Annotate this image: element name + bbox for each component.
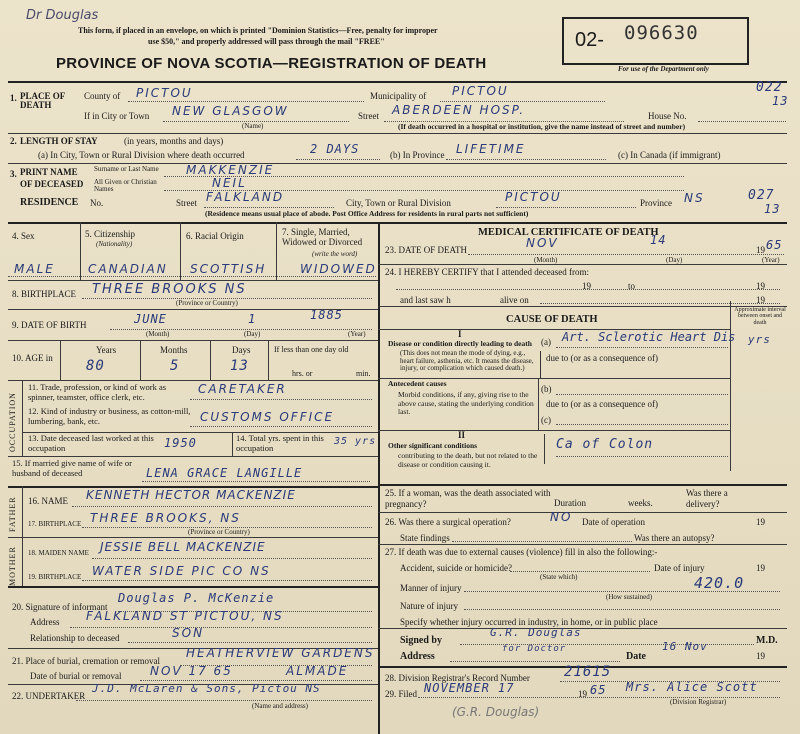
q17-value: THREE BROOKS, NS <box>90 511 241 525</box>
date-injury-19: 19 <box>756 563 765 573</box>
signed-value: G.R. Douglas <box>490 626 582 639</box>
corner-note: Dr Douglas <box>26 8 99 23</box>
registration-number: 096630 <box>624 22 699 44</box>
other-note: contributing to the death, but not related to the disease or condition causing it. <box>398 451 538 469</box>
q17-caption: (Province or Country) <box>188 528 250 536</box>
residence-city: PICTOU <box>505 190 562 204</box>
surname-label: Surname or Last Name <box>94 165 159 173</box>
interval-note: Approximate interval between onset and death <box>734 307 786 326</box>
sex-value: MALE <box>14 262 55 276</box>
medical-date-label: Date <box>626 651 646 662</box>
dept-code-2: 027 <box>748 188 775 203</box>
state-which-caption: (State which) <box>540 573 578 581</box>
age-months: 5 <box>170 358 180 374</box>
q27-label: 27. If death was due to external causes (violence) fill in also the following:- <box>385 547 658 557</box>
hospital-note: (If death occurred in a hospital or institution, give the name instead of street and number) <box>398 122 686 131</box>
cause-a-letter: (a) <box>541 337 551 347</box>
death-month-caption: (Month) <box>534 256 558 264</box>
date-op-19: 19 <box>756 517 765 527</box>
county-value: PICTOU <box>136 86 193 100</box>
other-label: Other significant conditions <box>388 441 478 450</box>
death-day-caption: (Day) <box>666 256 683 264</box>
municipality-label: Municipality of <box>370 91 427 101</box>
name-caption: (Name) <box>242 122 264 130</box>
attended-to: to <box>628 281 636 291</box>
roman-ii: II <box>458 430 466 440</box>
residence-street-label: Street <box>176 198 197 208</box>
alive-on-label: alive on <box>500 295 529 305</box>
residence-no-label: No. <box>90 198 104 208</box>
stay-b-label: (b) In Province <box>390 150 445 160</box>
q24-label: 24. I HEREBY CERTIFY that I attended deceased from: <box>385 267 589 277</box>
birthplace-label: 8. BIRTHPLACE <box>12 289 76 299</box>
attended-19b: 19 <box>756 281 765 291</box>
medical-date-19: 19 <box>756 651 765 661</box>
birthplace-value: THREE BROOKS NS <box>92 282 247 297</box>
citizenship-label: 5. Citizenship <box>85 229 135 239</box>
marital-sub: (write the word) <box>312 250 358 258</box>
q17-label: 17. BIRTHPLACE <box>28 520 82 528</box>
mother-side-label: MOTHER <box>8 546 17 586</box>
manner-label: Manner of injury <box>400 583 462 593</box>
house-label: House No. <box>648 111 687 121</box>
signed-sub: for Doctor <box>502 644 567 654</box>
informant-address-label: Address <box>30 617 60 627</box>
q16-value: KENNETH HECTOR MACKENZIE <box>86 488 296 502</box>
attended-19a: 19 <box>582 281 591 291</box>
delivery-label: Was there a delivery? <box>686 488 728 509</box>
citizenship-sub: (Nationality) <box>96 240 133 248</box>
days-label: Days <box>232 345 251 355</box>
q15-label: 15. If married give name of wife or husband of deceased <box>12 458 132 478</box>
cause-a-interval: yrs <box>748 333 771 346</box>
q26-value: NO <box>550 510 573 524</box>
dept-code-2b: 13 <box>764 202 781 216</box>
cause-title: CAUSE OF DEATH <box>506 314 598 325</box>
q28-value: 21615 <box>564 664 612 680</box>
cause-c-letter: (c) <box>541 415 551 425</box>
q29-label: 29. Filed <box>385 689 418 699</box>
manner-code: 420.0 <box>694 574 745 592</box>
residence-city-label: City, Town or Rural Division <box>346 198 451 208</box>
sec3-label2: OF DECEASED <box>20 179 84 189</box>
dept-code-1: 022 <box>756 80 783 95</box>
residence-label: RESIDENCE <box>20 197 79 208</box>
state-findings: State findings <box>400 533 450 543</box>
date-injury-label: Date of injury <box>654 563 705 573</box>
dob-year-caption: (Year) <box>348 330 366 338</box>
signed-label: Signed by <box>400 635 442 646</box>
stay-b-value: LIFETIME <box>456 142 526 156</box>
q23-label: 23. DATE OF DEATH <box>385 245 467 255</box>
q12-value: CUSTOMS OFFICE <box>200 410 335 424</box>
q29-year: 65 <box>590 683 607 697</box>
min-label: min. <box>356 369 371 378</box>
sec2-num: 2. <box>10 136 17 146</box>
marital-label: 7. Single, Married, Widowed or Divorced <box>282 227 363 247</box>
q21-label: 21. Place of burial, cremation or removal <box>12 656 160 666</box>
disease-label: Disease or condition directly leading to death <box>388 339 532 348</box>
street-label-1: Street <box>358 111 379 121</box>
department-use-note: For use of the Department only <box>618 65 709 73</box>
sec3-label1: PRINT NAME <box>20 167 78 177</box>
residence-province-label: Province <box>640 198 672 208</box>
q14-label: 14. Total yrs. spent in this occupation <box>236 433 324 453</box>
md-label: M.D. <box>756 635 778 646</box>
disease-note: (This does not mean the mode of dying, e.g., heart failure, asthenia, etc. It means the disease, injury, or complication which caused death.) <box>400 349 534 373</box>
medical-title: MEDICAL CERTIFICATE OF DEATH <box>478 227 659 238</box>
dob-year: 1885 <box>310 308 343 322</box>
q25-label: 25. If a woman, was the death associated with pregnancy? <box>385 488 551 509</box>
q18-value: JESSIE BELL MACKENZIE <box>100 540 266 554</box>
medical-date-value: 16 Nov <box>662 640 708 653</box>
dob-month: JUNE <box>134 312 167 326</box>
q28-label: 28. Division Registrar's Record Number <box>385 673 530 683</box>
date-burial-value: NOV 17 65 <box>150 664 233 678</box>
page-title: PROVINCE OF NOVA SCOTIA—REGISTRATION OF DEATH <box>56 55 487 72</box>
dob-label: 9. DATE OF BIRTH <box>12 320 87 330</box>
last-saw-label: and last saw h <box>400 295 451 305</box>
due-to-b: due to (or as a consequence of) <box>546 399 658 409</box>
death-month: NOV <box>526 236 559 250</box>
q13-value: 1950 <box>164 436 197 450</box>
date-burial-value-2: ALMADE <box>286 664 349 678</box>
citizenship-value: CANADIAN <box>88 262 168 276</box>
residence-province: NS <box>684 191 705 205</box>
q12-label: 12. Kind of industry or business, as cotton-mill, lumbering, bank, etc. <box>28 406 191 426</box>
cause-b-letter: (b) <box>541 384 552 394</box>
q22-label: 22. UNDERTAKER <box>12 691 86 701</box>
surname-value: MAKKENZIE <box>186 163 275 177</box>
cause-a-value: Art. Sclerotic Heart Dis <box>562 330 736 344</box>
q13-label: 13. Date deceased last worked at this occupation <box>28 433 154 453</box>
age-years: 80 <box>86 358 105 374</box>
death-year-caption: (Year) <box>762 256 780 264</box>
county-label: County of <box>84 91 121 101</box>
how-sustained-caption: (How sustained) <box>606 593 653 601</box>
sex-label: 4. Sex <box>12 231 35 241</box>
undertaker-caption: (Name and address) <box>252 702 308 710</box>
last-saw-19: 19 <box>756 295 765 305</box>
other-value: Ca of Colon <box>556 437 654 452</box>
under-day-label: If less than one day old <box>274 345 349 354</box>
sec2-sub: (in years, months and days) <box>124 136 224 146</box>
father-side-label: FATHER <box>8 496 17 532</box>
q26-label: 26. Was there a surgical operation? <box>385 517 511 527</box>
q20-value: Douglas P. McKenzie <box>118 591 275 605</box>
stay-a-value: 2 DAYS <box>310 142 360 156</box>
dob-day-caption: (Day) <box>244 330 261 338</box>
q11-label: 11. Trade, profession, or kind of work as spinner, teamster, office clerk, etc. <box>28 382 167 402</box>
duration-label: Duration <box>554 498 586 508</box>
weeks-label: weeks. <box>628 498 653 508</box>
months-label: Months <box>160 345 188 355</box>
city-label: If in City or Town <box>84 111 150 121</box>
given-label: All Given or Christian Names <box>94 178 157 194</box>
municipality-value: PICTOU <box>452 84 509 98</box>
dob-month-caption: (Month) <box>146 330 170 338</box>
q19-label: 19. BIRTHPLACE <box>28 573 82 581</box>
q11-value: CARETAKER <box>198 382 287 396</box>
q19-value: WATER SIDE PIC CO NS <box>92 564 271 578</box>
sec3-num: 3. <box>10 169 17 179</box>
accident-label: Accident, suicide or homicide? <box>400 563 512 573</box>
autopsy-label: Was there an autopsy? <box>634 533 715 543</box>
relationship-value: SON <box>172 626 205 640</box>
dob-day: 1 <box>248 312 257 326</box>
nature-label: Nature of injury <box>400 601 458 611</box>
stay-a-label: (a) In City, Town or Rural Division where death occurred <box>38 150 245 160</box>
specify-label: Specify whether injury occurred in industry, in home, or in public place <box>400 617 658 627</box>
death-year: 65 <box>766 238 783 252</box>
q18-label: 18. MAIDEN NAME <box>28 549 89 557</box>
mail-notice-line1: This form, if placed in an envelope, on which is printed "Dominion Statistics—Free, penalty for improper <box>78 26 438 35</box>
sec1-num: 1. <box>10 93 17 103</box>
death-century: 19 <box>756 245 765 255</box>
death-day: 14 <box>650 233 667 247</box>
marital-value: WIDOWED <box>300 262 377 276</box>
sec1-label: PLACE OF DEATH <box>20 91 65 110</box>
q29-19: 19 <box>578 689 587 699</box>
informant-address: FALKLAND ST PICTOU, NS <box>86 609 284 623</box>
dept-code-1b: 13 <box>772 94 789 108</box>
street-value-1: ABERDEEN HOSP. <box>392 103 526 117</box>
origin-value: SCOTTISH <box>190 262 267 276</box>
date-op-label: Date of operation <box>582 517 645 527</box>
hrs-label: hrs. or <box>292 369 313 378</box>
residence-note: (Residence means usual place of abode. Post Office Address for residents in rural parts not sufficient) <box>205 209 529 218</box>
age-days: 13 <box>230 358 249 374</box>
q15-value: LENA GRACE LANGILLE <box>146 466 303 480</box>
q22-value: J.D. McLaren & Sons, Pictou NS <box>92 682 321 695</box>
age-label: 10. AGE in <box>12 353 53 363</box>
q29-registrar: Mrs. Alice Scott <box>626 680 758 694</box>
city-value: NEW GLASGOW <box>172 104 289 118</box>
given-value: NEIL <box>212 176 247 190</box>
birthplace-caption: (Province or Country) <box>176 299 238 307</box>
origin-label: 6. Racial Origin <box>186 231 244 241</box>
q21-value: HEATHERVIEW GARDENS <box>186 646 375 660</box>
antecedent-label: Antecedent causes <box>388 379 447 388</box>
occupation-side-label: OCCUPATION <box>8 392 17 452</box>
q16-label: 16. NAME <box>28 496 68 506</box>
pencil-note: (G.R. Douglas) <box>452 705 540 719</box>
registration-prefix: 02- <box>575 29 604 51</box>
due-to-a: due to (or as a consequence of) <box>546 353 658 363</box>
mail-notice-line2: use $50," and properly addressed will pass through the mail "FREE" <box>148 37 385 46</box>
sec2-label: LENGTH OF STAY <box>20 136 98 146</box>
q20-label: 20. Signature of informant <box>12 602 108 612</box>
stay-c-label: (c) In Canada (if immigrant) <box>618 150 721 160</box>
residence-street: FALKLAND <box>206 190 285 204</box>
q29-value: NOVEMBER 17 <box>424 681 515 695</box>
years-label: Years <box>96 345 117 355</box>
roman-i: I <box>458 329 462 339</box>
q14-value: 35 yrs <box>334 436 377 447</box>
medical-address-label: Address <box>400 651 435 662</box>
date-burial-label: Date of burial or removal <box>30 671 122 681</box>
registrar-caption: (Division Registrar) <box>670 698 727 706</box>
antecedent-note: Morbid conditions, if any, giving rise to the above cause, stating the underlying condition last. <box>398 390 534 417</box>
relationship-label: Relationship to deceased <box>30 633 120 643</box>
